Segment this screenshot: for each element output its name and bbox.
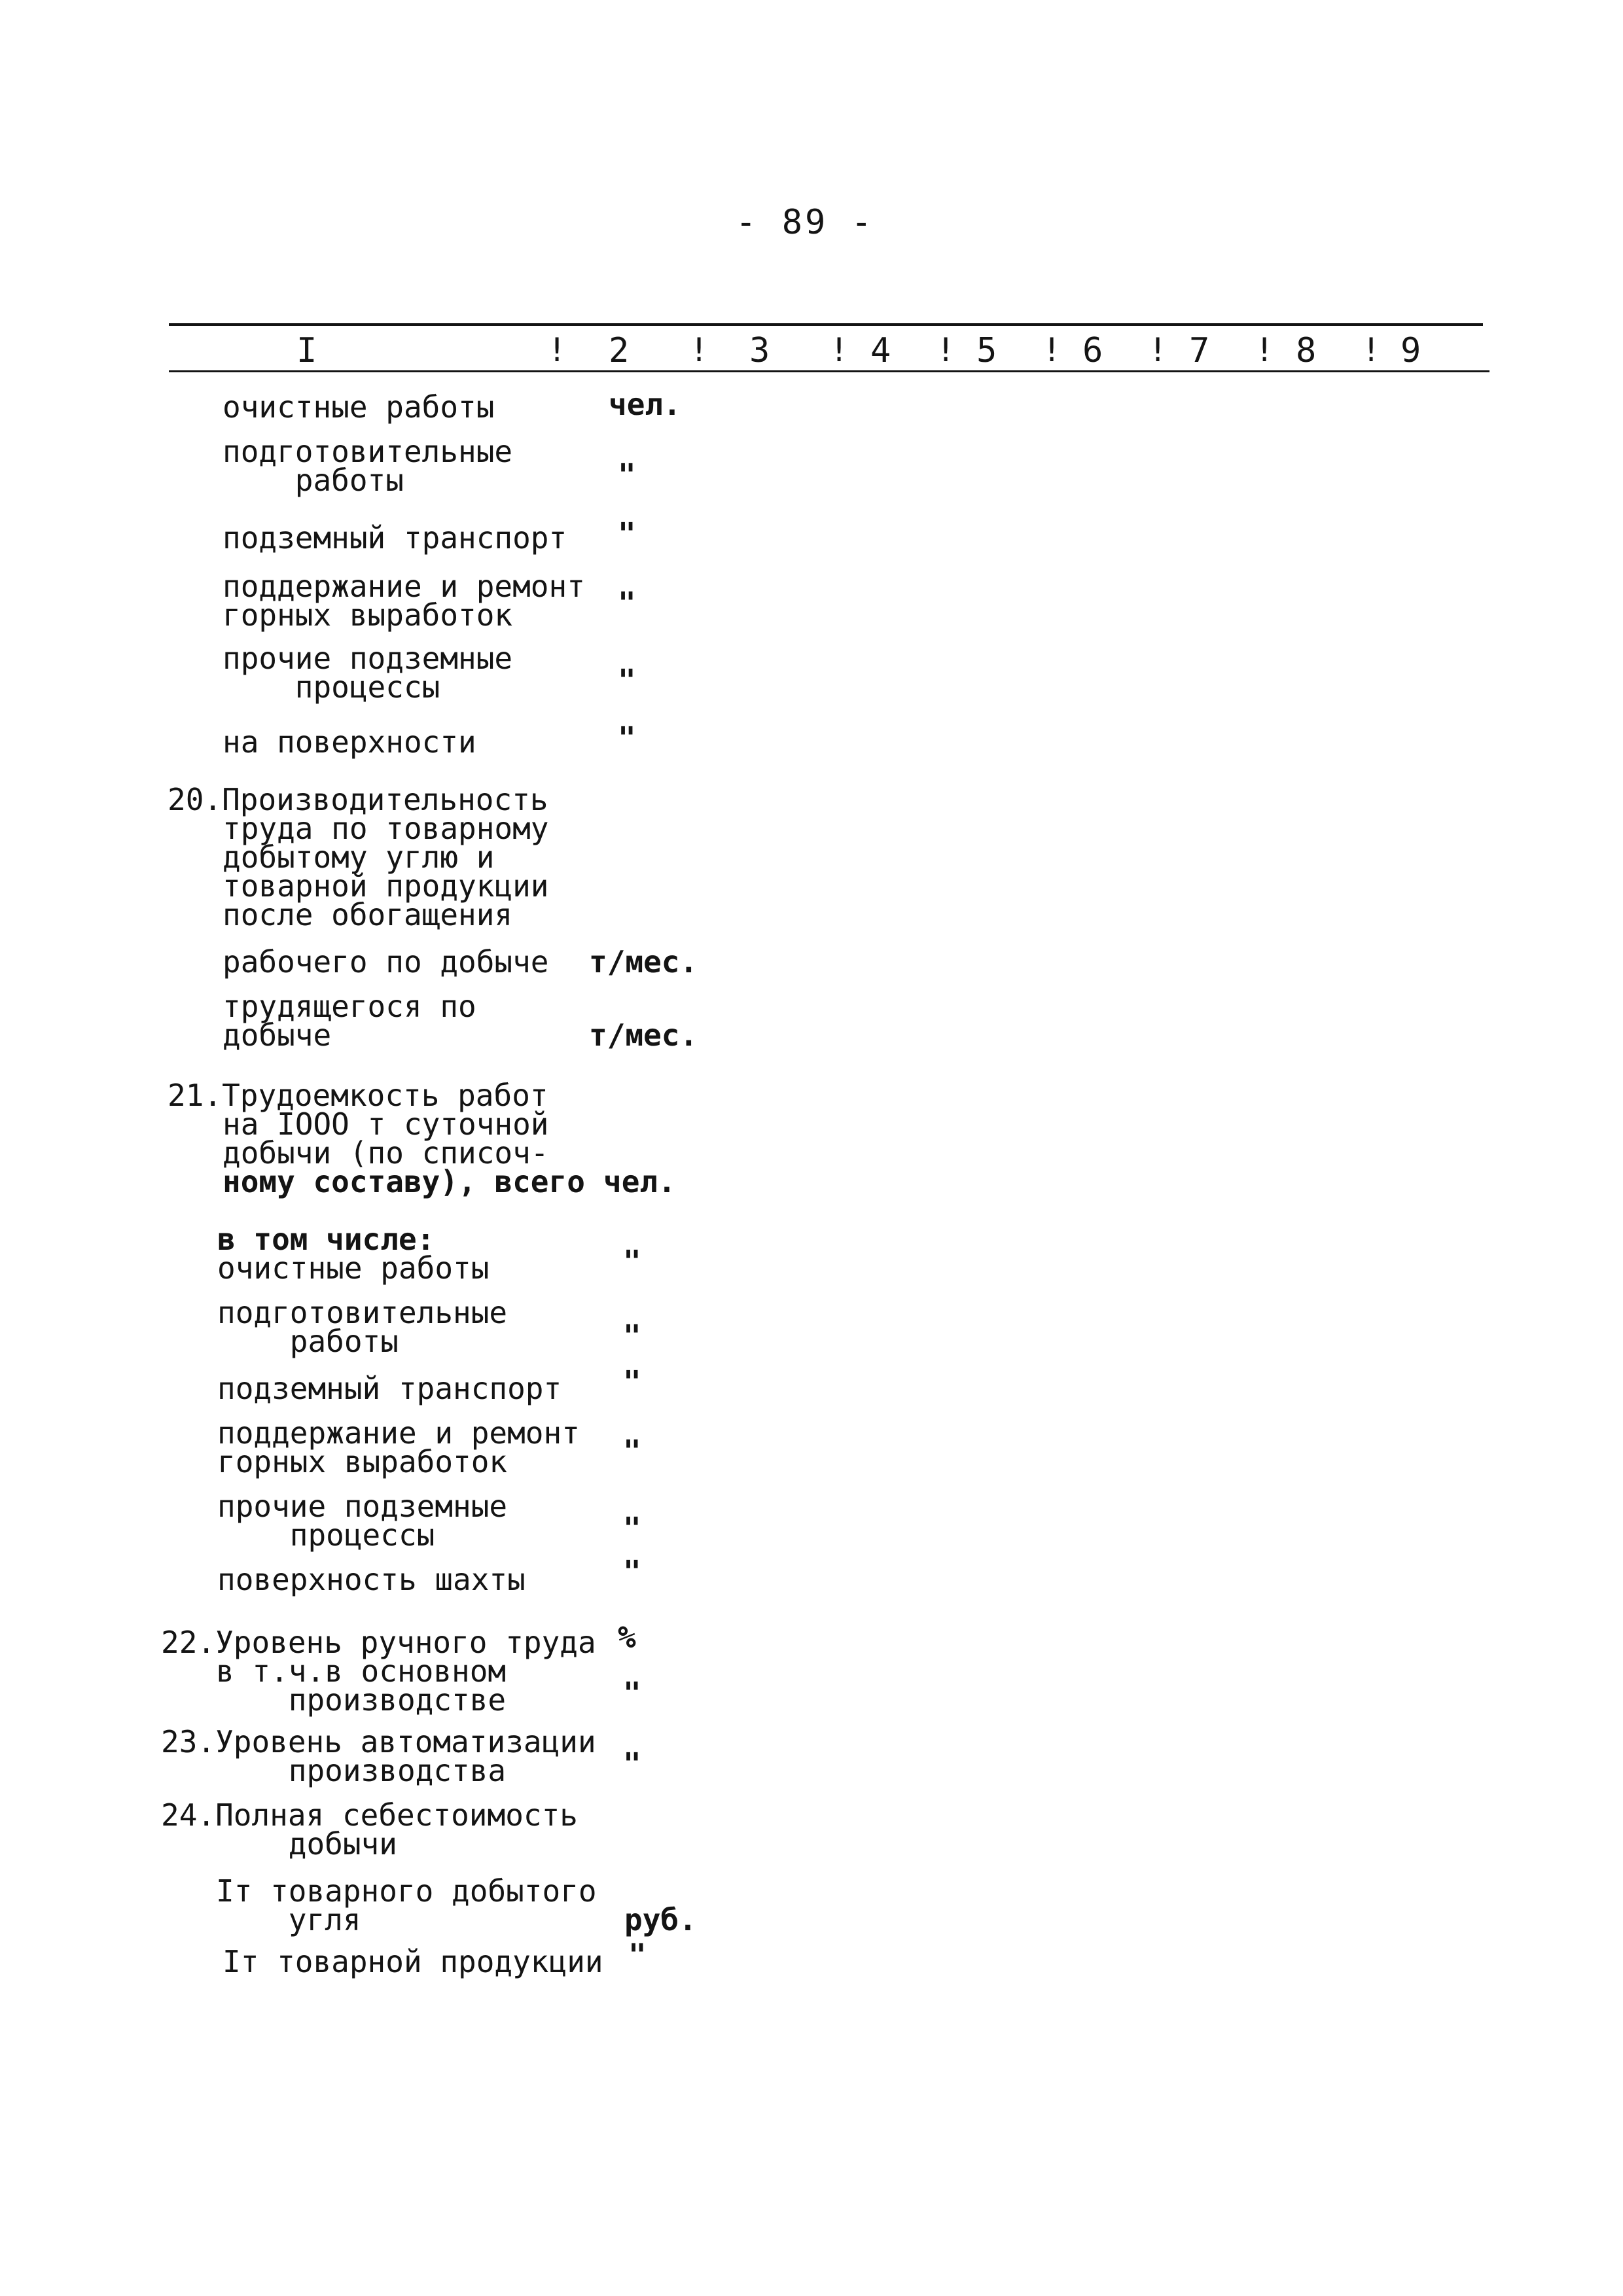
header-col-9: 9	[1400, 331, 1421, 370]
row-label-line: производства	[216, 1753, 507, 1788]
header-separator: !	[1361, 331, 1382, 369]
header-separator: !	[1255, 331, 1275, 369]
row-label-line: процессы	[223, 669, 440, 705]
row-label-line: подготовительные	[217, 1295, 508, 1330]
row-label-line: 24.Полная себестоимость	[161, 1797, 578, 1833]
row-label-line: добычи (по списоч-	[223, 1135, 549, 1171]
row-label-line: добычи	[216, 1826, 397, 1862]
header-separator: !	[1042, 331, 1062, 369]
row-label-line: Iт товарной продукции	[223, 1944, 603, 1979]
row-label-line: горных выработок	[217, 1444, 508, 1479]
row-label-line: добыче	[223, 1017, 332, 1053]
row-label-line: подземный транспорт	[223, 520, 567, 556]
row-label-line: подготовительные	[223, 434, 513, 469]
row-label-line: ному составу), всего	[223, 1164, 585, 1199]
row-label-line: прочие подземные	[223, 641, 513, 676]
row-unit: "	[623, 1434, 641, 1469]
row-label-line: 20.Производительность	[168, 782, 548, 817]
row-label-line: труда по товарному	[223, 811, 549, 846]
row-label-line: прочие подземные	[217, 1489, 508, 1524]
header-separator: !	[1148, 331, 1168, 369]
row-unit: чел.	[603, 1164, 676, 1199]
header-col-8: 8	[1296, 331, 1317, 370]
header-col-3: 3	[749, 331, 770, 370]
row-label-line: работы	[223, 463, 404, 498]
table-header-rule	[169, 370, 1489, 372]
row-unit: "	[623, 1676, 641, 1711]
header-separator: !	[547, 331, 567, 369]
header-col-6: 6	[1082, 331, 1103, 370]
row-label-line: Iт товарного добытого	[216, 1873, 597, 1909]
row-label-line: поддержание и ремонт	[223, 569, 585, 604]
row-unit: "	[623, 1318, 641, 1354]
row-label-line: работы	[217, 1324, 399, 1359]
row-label-line: угля	[216, 1902, 361, 1937]
row-label-line: 21.Трудоемкость работ	[168, 1078, 548, 1113]
row-unit: "	[623, 1364, 641, 1400]
row-unit: "	[618, 720, 636, 756]
row-label-line: 22.Уровень ручного труда	[161, 1625, 596, 1660]
row-label-line: 23.Уровень автоматизации	[161, 1724, 596, 1759]
row-label-line: на поверхности	[223, 724, 476, 760]
row-unit: "	[623, 1746, 641, 1782]
page-number: - 89 -	[736, 203, 874, 242]
row-label-line: добытому углю и	[223, 839, 495, 875]
row-unit: т/мес.	[589, 944, 698, 980]
row-unit: "	[623, 1554, 641, 1589]
row-unit: "	[618, 586, 636, 621]
row-label-line: товарной продукции	[223, 868, 549, 904]
row-unit: "	[623, 1511, 641, 1546]
row-unit: "	[623, 1244, 641, 1279]
row-label-line: рабочего по добыче	[223, 944, 549, 980]
row-unit: "	[618, 457, 636, 493]
row-unit: %	[618, 1619, 636, 1655]
row-unit: "	[618, 516, 636, 552]
row-label-line: производстве	[216, 1682, 507, 1718]
row-label-line: подземный транспорт	[217, 1371, 562, 1406]
header-separator: !	[829, 331, 849, 369]
header-separator: !	[936, 331, 956, 369]
row-label-line: очистные работы	[217, 1250, 490, 1286]
row-unit: т/мес.	[589, 1017, 698, 1053]
header-separator: !	[689, 331, 709, 369]
row-label-line: очистные работы	[223, 389, 495, 425]
row-label-line: поддержание и ремонт	[217, 1415, 580, 1451]
row-label-line: на IOOO т суточной	[223, 1106, 549, 1142]
header-col-1: I	[296, 331, 317, 370]
row-label-line: в том числе:	[217, 1222, 435, 1257]
row-unit: "	[628, 1937, 647, 1973]
header-col-2: 2	[609, 331, 630, 370]
header-col-4: 4	[870, 331, 891, 370]
row-label-line: трудящегося по	[223, 989, 476, 1024]
row-label-line: в т.ч.в основном	[216, 1653, 507, 1689]
row-label-line: процессы	[217, 1517, 435, 1553]
row-unit: "	[618, 663, 636, 698]
row-label-line: горных выработок	[223, 597, 513, 633]
row-unit: чел.	[609, 387, 681, 422]
table-top-rule	[169, 323, 1483, 326]
row-unit: руб.	[624, 1902, 697, 1937]
row-label-line: после обогащения	[223, 897, 513, 932]
row-label-line: поверхность шахты	[217, 1562, 526, 1597]
header-col-5: 5	[976, 331, 997, 370]
header-col-7: 7	[1189, 331, 1210, 370]
